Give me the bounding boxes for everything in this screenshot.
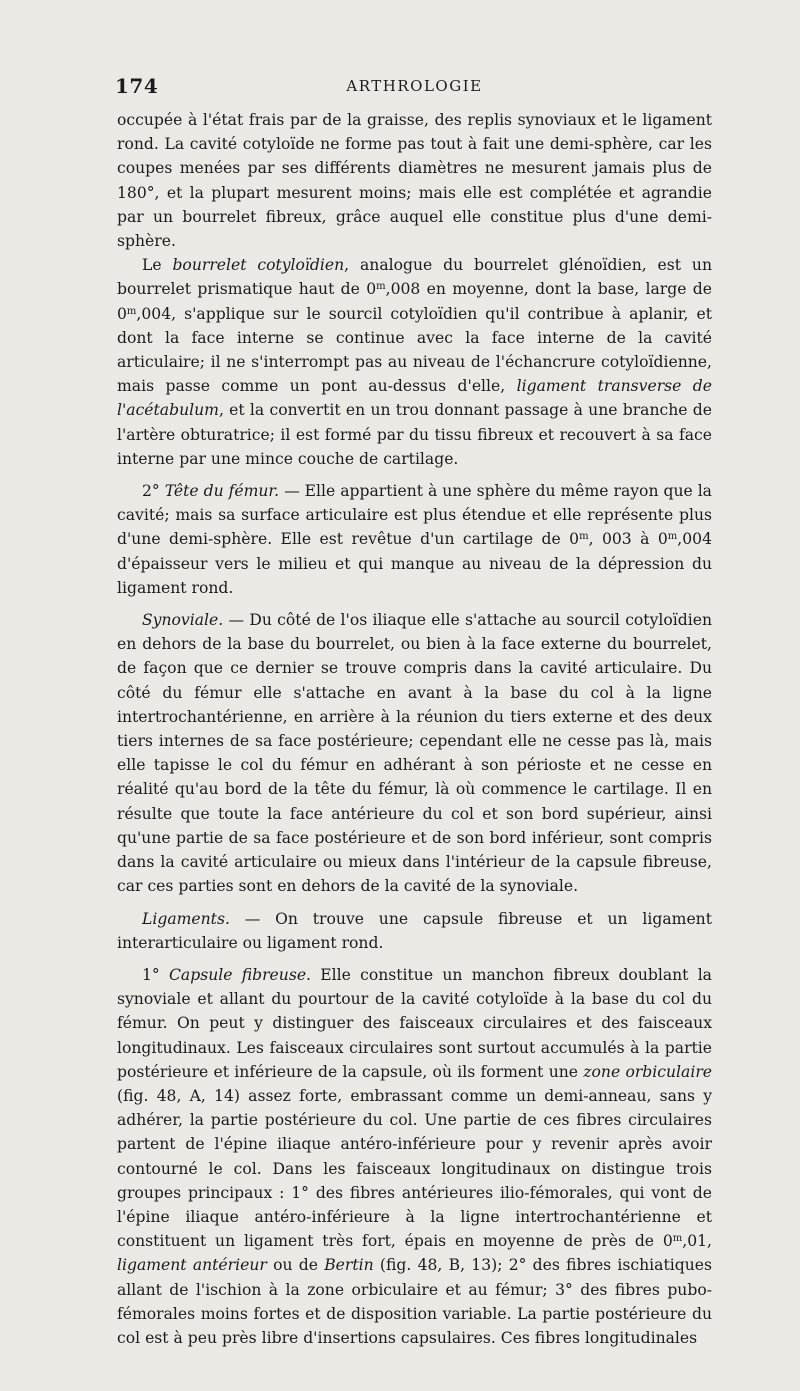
text-run: , analogue du bourrelet glénoïdien, est un bourrelet prismatique haut de 0 bbox=[117, 256, 712, 299]
superscript: m bbox=[126, 305, 137, 317]
superscript: m bbox=[579, 531, 589, 543]
text-run: — Du côté de l'os iliaque elle s'attache au sourcil cotyloïdien en dehors de la base du bourrelet, ou bien à la face externe du bourrelet, de façon que ce dernier se trouve compris dans la cavité articulaire. Du côté du fémur elle s'attache en avant à la base du col à la ligne intertrochantérienne, en arrière à la réunion du tiers externe et des deux tiers internes de sa face postérieure; cependant elle ne cesse pas là, mais elle tapisse le col du fémur en adhérant à son périoste et ne cesse en réalité qu'au bord de la tête du fémur, là où commence le cartilage. Il en résulte que toute la face antérieure du col et son bord supérieur, ainsi qu'une partie de sa face postérieure et de son bord inférieur, sont compris dans la cavité articulaire ou mieux dans l'intérieur de la capsule fibreuse, car ces parties sont en dehors de la cavité de la synoviale. bbox=[117, 611, 712, 896]
text-run: ,01, bbox=[682, 1232, 712, 1251]
text-run: ou de bbox=[266, 1256, 325, 1275]
text-run: ,004 d'épaisseur vers le milieu et qui manque au niveau de la dépression du ligament rond. bbox=[117, 530, 712, 597]
text-run: , 003 à 0 bbox=[588, 530, 668, 549]
italic-term: zone orbiculaire bbox=[583, 1062, 713, 1081]
text-run: occupée à l'état frais par de la graisse, des replis synoviaux et le ligament rond. La cavité cotyloïde ne forme pas tout à fait une demi-sphère, car les coupes menées par ses différents diamètres ne mesurent jamais plus de 180°, et la plupart mesurent moins; mais elle est complétée et agrandie par un bourrelet fibreux, grâce auquel elle constitue plus d'une demi-sphère. bbox=[117, 111, 712, 251]
italic-term: ligament antérieur bbox=[117, 1256, 267, 1275]
text-run: — Elle appartient à une sphère du même rayon que la cavité; mais sa surface articulaire est plus étendue et elle représente plus d'une demi-sphère. Elle est revêtue d'un cartilage de 0 bbox=[117, 482, 712, 549]
italic-term: ligament transverse de l'acétabulum bbox=[117, 377, 713, 420]
italic-term: bourrelet cotyloïdien bbox=[172, 256, 345, 275]
page-header bbox=[117, 74, 712, 104]
text-run: (fig. 48, B, 13); 2° des fibres ischiatiques allant de l'ischion à la zone orbiculaire et au fémur; 3° des fibres pubo-fémorales moins fortes et de disposition variable. La partie postérieure du col est à peu près libre d'insertions capsulaires. Ces fibres longitudinales bbox=[117, 1256, 712, 1347]
text-run: , et la convertit en un trou donnant passage à une branche de l'artère obturatrice; il est formé par du tissu fibreux et recouvert à sa face interne par une mince couche de cartilage. bbox=[117, 401, 712, 468]
text-run: Le bbox=[142, 256, 173, 275]
text-run: ,008 en moyenne, dont la base, large de 0 bbox=[117, 280, 712, 323]
running-title: ARTHROLOGIE bbox=[346, 77, 483, 95]
page-number: 174 bbox=[115, 74, 159, 98]
superscript: m bbox=[672, 1233, 683, 1245]
superscript: m bbox=[667, 531, 678, 543]
superscript: m bbox=[376, 281, 386, 293]
paragraph-synoviale bbox=[117, 608, 712, 898]
paragraph-capsule bbox=[117, 963, 712, 1350]
text-run: ,004, s'applique sur le sourcil cotyloïdien qu'il contribue à aplanir, et dont la face interne se continue avec la face interne de la cavité articulaire; il ne s'interrompt pas au niveau de l'échancrure cotyloïdienne, mais passe comme un pont au-dessus d'elle, bbox=[117, 304, 712, 396]
text-run: Elle constitue un manchon fibreux doublant la synoviale et allant du pourtour de la cavité cotyloïde à la base du col du fémur. On peut y distinguer des faisceaux circulaires et des faisceaux longitudinaux. Les faisceaux circulaires sont surtout accumulés à la partie postérieure et inférieure de la capsule, où ils forment une bbox=[117, 965, 712, 1081]
text-run: 2° bbox=[142, 482, 165, 501]
paragraph-tete-femur bbox=[117, 479, 712, 600]
section-heading: Synoviale. bbox=[142, 611, 224, 630]
italic-term: Bertin bbox=[324, 1256, 374, 1275]
paragraph-1 bbox=[117, 108, 712, 253]
text-run: (fig. 48, A, 14) assez forte, embrassant comme un demi-anneau, sans y adhérer, la partie postérieure du col. Une partie de ces fibres circulaires partent de l'épine iliaque antéro-inférieure pour y revenir après avoir contourné le col. Dans les faisceaux longitudinaux on distingue trois groupes principaux : 1° des fibres antérieures ilio-fémorales, qui vont de l'épine iliaque antéro-inférieure à la ligne intertrochantérienne et constituent un ligament très fort, épais en moyenne de près de 0 bbox=[117, 1086, 712, 1251]
text-run: 1° bbox=[142, 965, 169, 984]
section-heading: Tête du fémur. bbox=[164, 482, 280, 501]
paragraph-ligaments bbox=[117, 907, 712, 955]
paragraph-bourrelet bbox=[117, 253, 712, 471]
body-text bbox=[117, 108, 712, 1350]
section-heading: Capsule fibreuse. bbox=[168, 965, 312, 984]
section-heading: Ligaments. bbox=[142, 909, 230, 928]
text-run: — On trouve une capsule fibreuse et un ligament interarticulaire ou ligament rond. bbox=[117, 909, 712, 952]
